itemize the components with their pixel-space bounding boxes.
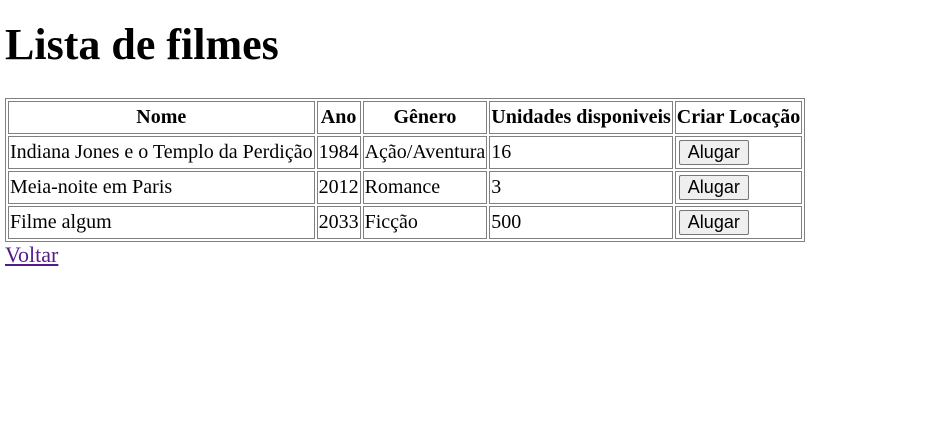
movies-table — [5, 98, 805, 242]
column-header-unidades: Unidades disponiveis — [489, 101, 673, 134]
table-row — [8, 171, 802, 204]
cell-action — [675, 171, 803, 204]
column-header-genero: Gênero — [363, 101, 488, 134]
column-header-ano: Ano — [317, 101, 361, 134]
cell-action — [675, 206, 803, 239]
cell-unidades: 500 — [489, 206, 673, 239]
rent-button[interactable]: Alugar — [679, 140, 749, 165]
cell-unidades: 16 — [489, 136, 673, 169]
table-row — [8, 206, 802, 239]
table-header-row — [8, 101, 802, 134]
cell-unidades: 3 — [489, 171, 673, 204]
column-header-nome: Nome — [8, 101, 315, 134]
back-link[interactable]: Voltar — [5, 242, 59, 267]
column-header-criar-locacao: Criar Locação — [675, 101, 803, 134]
cell-genero: Ação/Aventura — [363, 136, 488, 169]
cell-ano: 2033 — [317, 206, 361, 239]
cell-genero: Romance — [363, 171, 488, 204]
table-row — [8, 136, 802, 169]
cell-nome: Meia-noite em Paris — [8, 171, 315, 204]
cell-action — [675, 136, 803, 169]
cell-nome: Filme algum — [8, 206, 315, 239]
cell-nome: Indiana Jones e o Templo da Perdição — [8, 136, 315, 169]
page-title: Lista de filmes — [5, 20, 279, 69]
cell-genero: Ficção — [363, 206, 488, 239]
rent-button[interactable]: Alugar — [679, 175, 749, 200]
rent-button[interactable]: Alugar — [679, 210, 749, 235]
cell-ano: 2012 — [317, 171, 361, 204]
cell-ano: 1984 — [317, 136, 361, 169]
